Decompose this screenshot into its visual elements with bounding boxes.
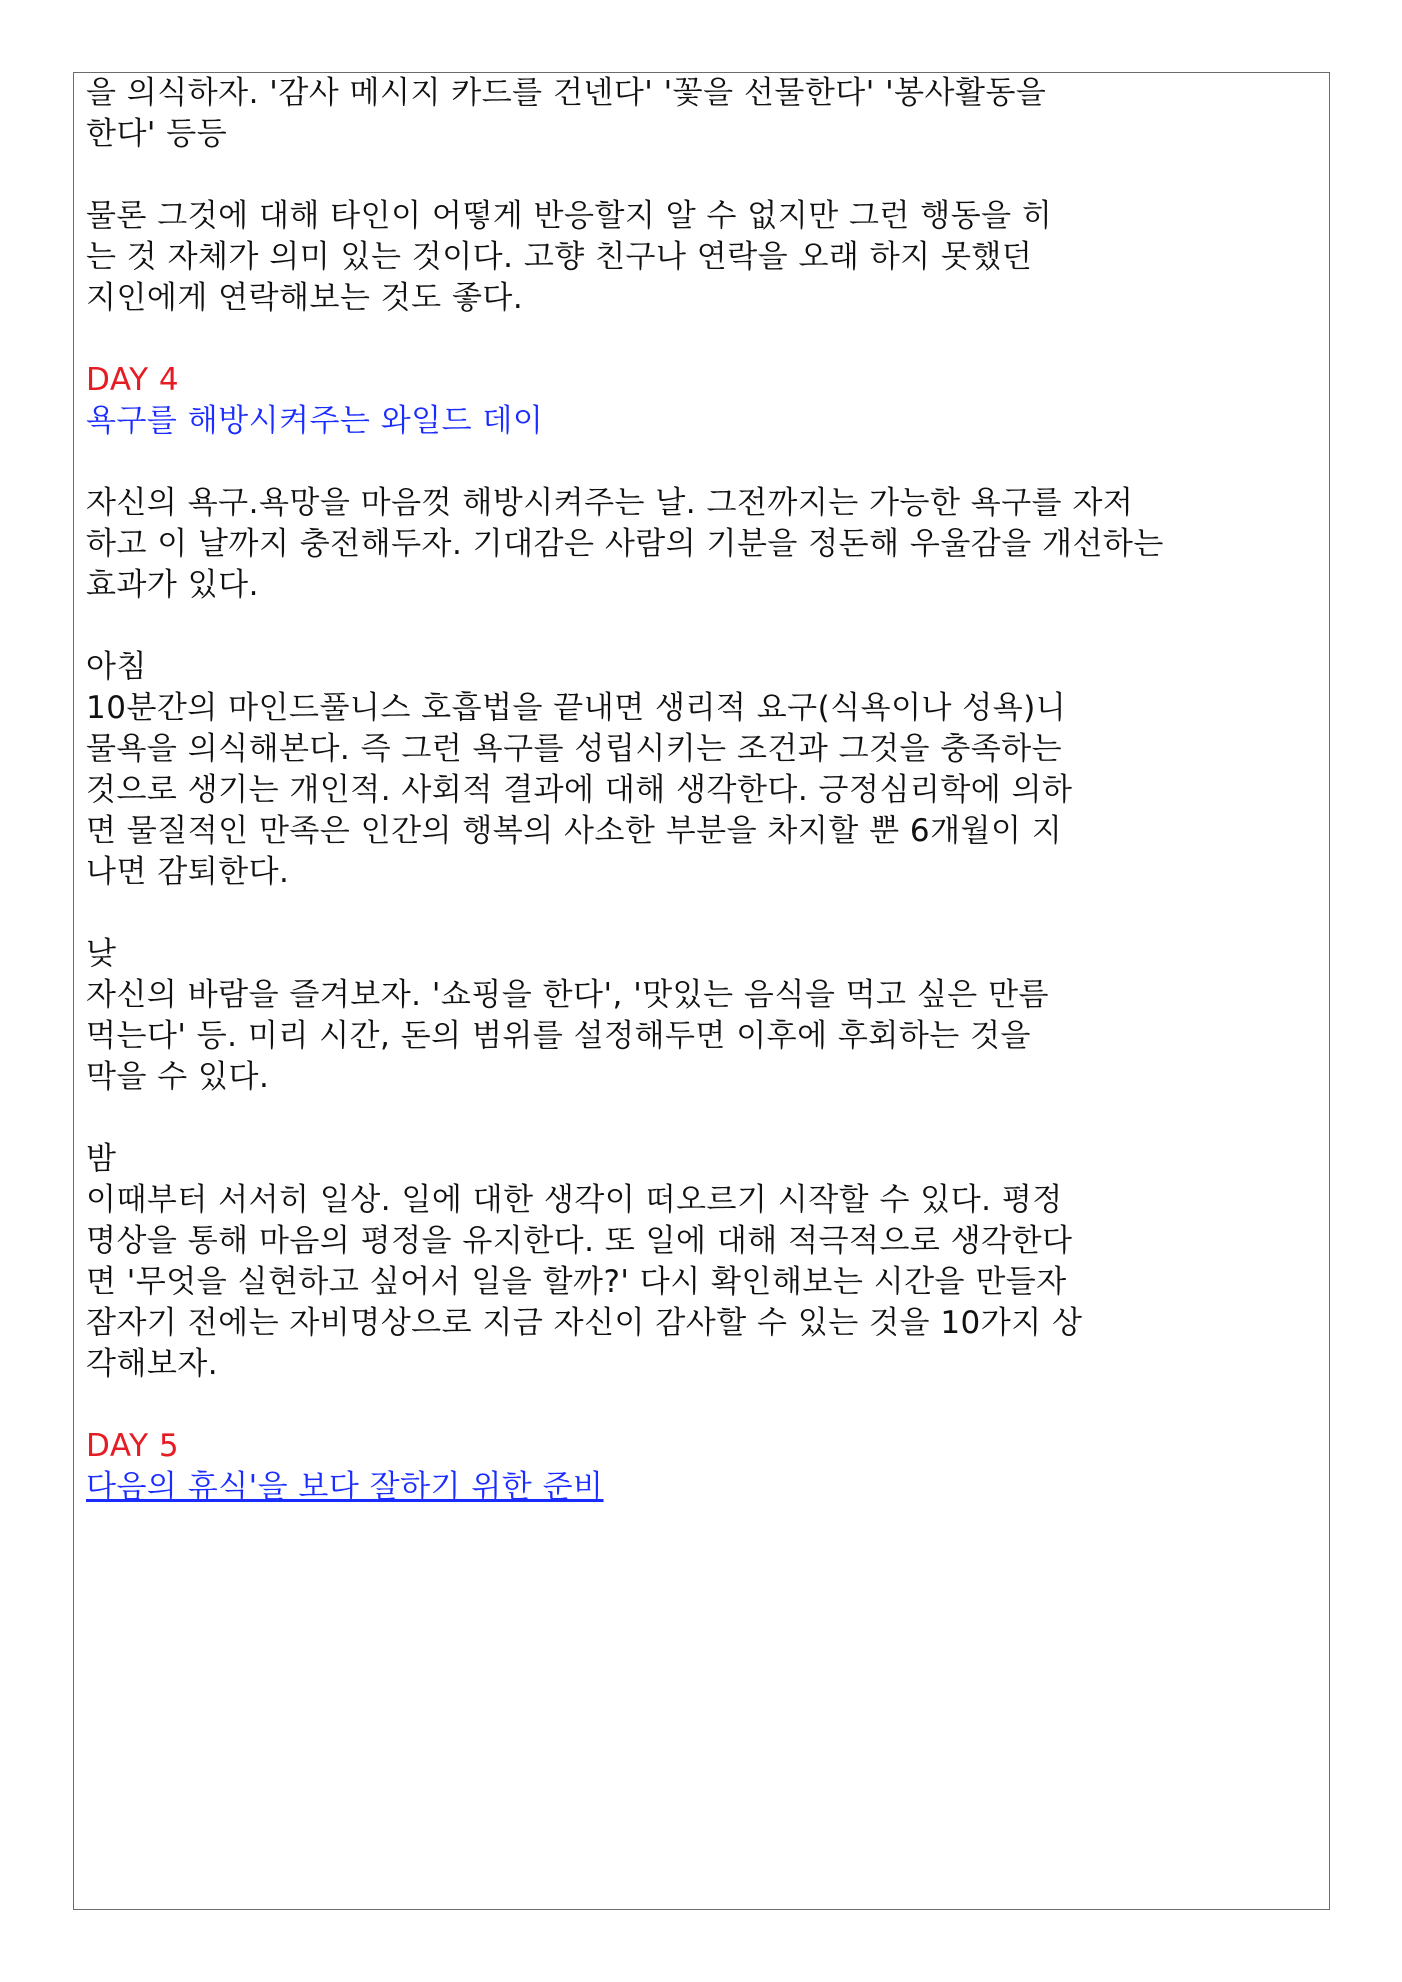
document-body <box>86 73 1309 1508</box>
intro-line-2: 한다' 등등 <box>86 116 228 152</box>
paragraph-spacer <box>86 606 1309 647</box>
morning-line-4: 면 물질적인 만족은 인간의 행복의 사소한 부분을 차지할 뿐 6개월이 지 <box>86 813 1063 849</box>
morning-line-1: 10분간의 마인드풀니스 호흡법을 끝내면 생리적 요구(식욕이나 성욕)니 <box>86 690 1067 726</box>
day4-intro-line-3: 효과가 있다. <box>86 567 259 603</box>
page-frame <box>73 72 1330 1910</box>
noon-line-3: 막을 수 있다. <box>86 1059 270 1095</box>
noon-line-2: 먹는다' 등. 미리 시간, 돈의 범위를 설정해두면 이후에 후회하는 것을 <box>86 1018 1031 1054</box>
night-line-2: 명상을 통해 마음의 평정을 유지한다. 또 일에 대해 적극적으로 생각한다 <box>86 1223 1073 1259</box>
day4-intro-line-2: 하고 이 날까지 충전해두자. 기대감은 사람의 기분을 정돈해 우울감을 개선하는 <box>86 526 1164 562</box>
paragraph-spacer <box>86 1385 1309 1426</box>
paragraph-spacer <box>86 319 1309 360</box>
reaction-line-1: 물론 그것에 대해 타인이 어떻게 반응할지 알 수 없지만 그런 행동을 히 <box>86 198 1053 234</box>
noon-line-1: 자신의 바람을 즐겨보자. '쇼핑을 한다', '맛있는 음식을 먹고 싶은 만름 <box>86 977 1049 1013</box>
morning-line-3: 것으로 생기는 개인적. 사회적 결과에 대해 생각한다. 긍정심리학에 의하 <box>86 772 1073 808</box>
night-line-4: 잠자기 전에는 자비명상으로 지금 자신이 감사할 수 있는 것을 10가지 상 <box>86 1305 1083 1341</box>
paragraph-spacer <box>86 1098 1309 1139</box>
noon-heading: 낮 <box>86 936 117 972</box>
day5-label: DAY 5 <box>86 1428 180 1464</box>
day4-label: DAY 4 <box>86 362 180 398</box>
night-line-3: 면 '무엇을 실현하고 싶어서 일을 할까?' 다시 확인해보는 시간을 만들자 <box>86 1264 1067 1300</box>
paragraph-spacer <box>86 442 1309 483</box>
reaction-line-2: 는 것 자체가 의미 있는 것이다. 고향 친구나 연락을 오래 하지 못했던 <box>86 239 1033 275</box>
paragraph-spacer <box>86 155 1309 196</box>
reaction-line-3: 지인에게 연락해보는 것도 좋다. <box>86 280 524 316</box>
intro-line-1: 을 의식하자. '감사 메시지 카드를 건넨다' '꽃을 선물한다' '봉사활동을 <box>86 75 1047 111</box>
night-line-1: 이때부터 서서히 일상. 일에 대한 생각이 떠오르기 시작할 수 있다. 평정 <box>86 1182 1063 1218</box>
night-heading: 밤 <box>86 1141 117 1177</box>
day5-title: 다음의 휴식'을 보다 잘하기 위한 준비 <box>86 1469 604 1505</box>
day4-intro-line-1: 자신의 욕구.욕망을 마음껏 해방시켜주는 날. 그전까지는 가능한 욕구를 자저 <box>86 485 1134 521</box>
paragraph-spacer <box>86 893 1309 934</box>
night-line-5: 각해보자. <box>86 1346 219 1382</box>
morning-line-2: 물욕을 의식해본다. 즉 그런 욕구를 성립시키는 조건과 그것을 충족하는 <box>86 731 1063 767</box>
day4-title: 욕구를 해방시켜주는 와일드 데이 <box>86 403 544 439</box>
morning-line-5: 나면 감퇴한다. <box>86 854 290 890</box>
morning-heading: 아침 <box>86 649 147 685</box>
